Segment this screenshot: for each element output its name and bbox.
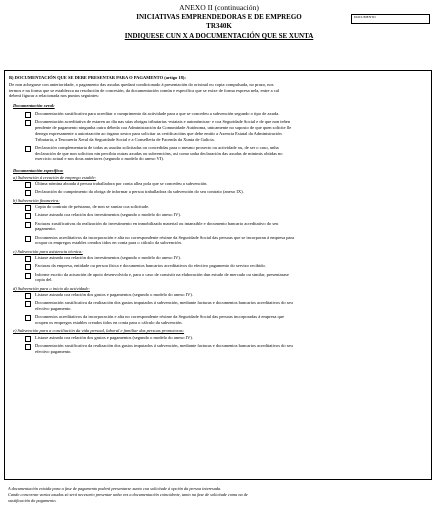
- document-checkbox[interactable]: [25, 222, 31, 228]
- document-checkbox[interactable]: [25, 190, 31, 196]
- checklist-item-text: declaración de que non solicitou nin percibiu outras axudas ou subvencións, así como unha declaración das axudas de minimis obtidas no: [35, 150, 283, 156]
- checklist-item-text: Documentación xustificativa da realización dos gastos imputados á subvención, mediante facturas e documentos bancarios acreditativos do seu: [35, 300, 293, 306]
- checklist-item-text: Tributaria, a Tesourería Xeral da Seguridade Social e a Consellería de Facenda da Xunta de Galicia.: [35, 136, 215, 142]
- document-checkbox[interactable]: [25, 256, 31, 262]
- checklist-item-text: Informe escrito da actuación de apoio desenvolvida e, para o caso de consistir na elaboración dun estudo de mercado ou similar, presentarase: [35, 271, 289, 277]
- document-checkbox[interactable]: [25, 344, 31, 350]
- checklist-item-text: Facturas xustificativas da realización do investimento en inmobilizado material ou intanxible e documento bancario acreditativo do seu: [35, 220, 279, 226]
- checklist-item-text: ocupen os empregos estables creados tidos en conta para o cálculo da subvención.: [35, 319, 183, 325]
- section-b-box: [4, 70, 432, 480]
- checklist-item-text: Documentación acreditativa de estaren ao día nas súas obrigas tributarias -estatais e autonómicas- e coa Seguridade Social e de que non teñen: [35, 119, 291, 125]
- specific-docs-heading: Documentación específica:: [13, 167, 64, 173]
- document-checkbox[interactable]: [25, 315, 31, 321]
- document-checkbox[interactable]: [25, 301, 31, 307]
- checklist-item-text: Documentación xustificativa para acreditar o cumprimento da actividade para a que se concedeu a subvención segundo o tipo de axuda.: [35, 111, 280, 117]
- checklist-item-text: Copia do contrato de préstamo, de non se xuntar coa solicitude.: [35, 203, 150, 209]
- checklist-item-text: efectivo pagamento.: [35, 348, 72, 354]
- section-b-intro-line: De non achegarse con anterioridade, o pagamento das axudas quedará condicionado á presentación do orixinal ou copia compulsada, no prazo, nos: [9, 82, 274, 87]
- checklist-item-text: Declaración do cumprimento da obriga de informar a persoa traballadora da subvención do seu contrato (anexo IX).: [35, 189, 244, 195]
- document-checkbox[interactable]: [25, 236, 31, 242]
- form-instruction: INDIQUESE CUN X A DOCUMENTACIÓN QUE SE XUNTA: [124, 32, 314, 40]
- form-title: INICIATIVAS EMPRENDEDORAS E DE EMPREGO: [136, 13, 302, 21]
- checklist-item-text: denega expresamente a autorización ao órgano xestor para solicitar as certificacións que debe emitir a Axencia Estatal da Administración: [35, 130, 282, 136]
- document-checkbox[interactable]: [25, 146, 31, 152]
- subsidy-group-title: b) Subvención financeira:: [13, 197, 60, 203]
- form-code: TR340K: [206, 22, 232, 30]
- document-checkbox[interactable]: [25, 120, 31, 126]
- checklist-item-text: Listaxe asinada coa relación dos gastos e pagamentos (segundo o modelo do anexo IV).: [35, 291, 193, 297]
- section-b-intro-line: deberá figurar a relacionada nos puntos seguintes:: [9, 93, 99, 99]
- document-checkbox[interactable]: [25, 273, 31, 279]
- document-checkbox[interactable]: [25, 264, 31, 270]
- section-b-intro-line: termos e na forma que se establezca na resolución de concesión, da documentación común e específica que se exixe de forma expresa nela, entre a cal: [9, 87, 279, 93]
- footer-note: xustificación do pagamento.: [8, 497, 57, 503]
- general-docs-heading: Documentación xeral:: [13, 103, 55, 109]
- checklist-item-text: efectivo pagamento.: [35, 305, 72, 311]
- checklist-item-text: pagamento.: [35, 226, 56, 232]
- document-checkbox[interactable]: [25, 336, 31, 342]
- subsidy-group-title: c) Subvención para asistencia técnica:: [13, 248, 83, 254]
- checklist-item-text: copia del.: [35, 277, 53, 283]
- document-code-label: DOCUMENTO: [354, 15, 376, 19]
- subsidy-group-title: e) Subvención para a conciliación da vida persoal, laboral e familiar das persoas promotoras:: [13, 328, 185, 334]
- document-checkbox[interactable]: [25, 213, 31, 219]
- checklist-item-text: ocupar os empregos estables creados tidos en conta para o cálculo da subvención.: [35, 240, 182, 246]
- subsidy-group-title: a) Subvención á creación de emprego estable:: [13, 174, 97, 180]
- document-checkbox[interactable]: [25, 293, 31, 299]
- checklist-item-text: Listaxe asinada coa relación dos investimentos (segundo o modelo do anexo IV).: [35, 212, 181, 218]
- checklist-item-text: exercicio actual e nos dous anteriores (segundo o modelo do anexo VI).: [35, 156, 164, 162]
- checklist-item-text: Documentos acreditativos da incorporación e alta no correspondente réxime da Seguridade Social das persoas incorporadas á empresa que: [35, 314, 285, 320]
- checklist-item-text: Listaxe asinada coa relación dos investimentos (segundo o modelo do anexo IV).: [35, 254, 181, 260]
- section-b-heading: B) DOCUMENTACIÓN QUE SE DEBE PRESENTAR PARA O PAGAMENTO (artigo 18):: [9, 75, 186, 80]
- checklist-item-text: Listaxe asinada coa relación dos gastos e pagamentos (segundo o modelo do anexo IV).: [35, 334, 193, 340]
- subsidy-group-title: d) Subvención para o inicio da actividade:: [13, 285, 90, 291]
- checklist-item-text: Documentos acreditativos da incorporación e alta no correspondente réxime da Seguridade Social das persoas que se incorporan á empresa para: [35, 234, 295, 240]
- document-checkbox[interactable]: [25, 112, 31, 118]
- footer-note: Cando concorran varias axudas só será necesario presentar unha vez a documentación coincidente, tanto na fase de solicitude coma na de: [8, 491, 248, 497]
- checklist-item-text: Facturas da empresa, entidade ou persoa física e documentos bancarios acreditativos do efectivo pagamento do servizo recibido.: [35, 263, 266, 269]
- document-checkbox[interactable]: [25, 205, 31, 211]
- annex-label: ANEXO II (continuación): [179, 3, 259, 12]
- checklist-item-text: Declaración complementaria de todas as axudas solicitadas ou concedidas para o mesmo proxecto ou actividade ou, de ser o caso, unha: [35, 144, 279, 150]
- checklist-item-text: pendente de pagamento ningunha outra débeda coa Administración da Comunidade Autónoma, unicamente no suposto de que quen solicite lle: [35, 125, 292, 131]
- checklist-item-text: Última nómina aboada á persoa traballadora por conta allea pola que se concedeu a subvención.: [35, 180, 208, 186]
- document-checkbox[interactable]: [25, 182, 31, 188]
- footer-note: A documentación exixida para a fase de pagamento poderá presentarse xunto coa solicitude á opción da persoa interesada.: [8, 486, 222, 491]
- checklist-item-text: Documentación xustificativa da realización dos gastos imputados á subvención, mediante facturas e documentos bancarios acreditativos do seu: [35, 342, 293, 348]
- document-code-field[interactable]: [351, 14, 430, 24]
